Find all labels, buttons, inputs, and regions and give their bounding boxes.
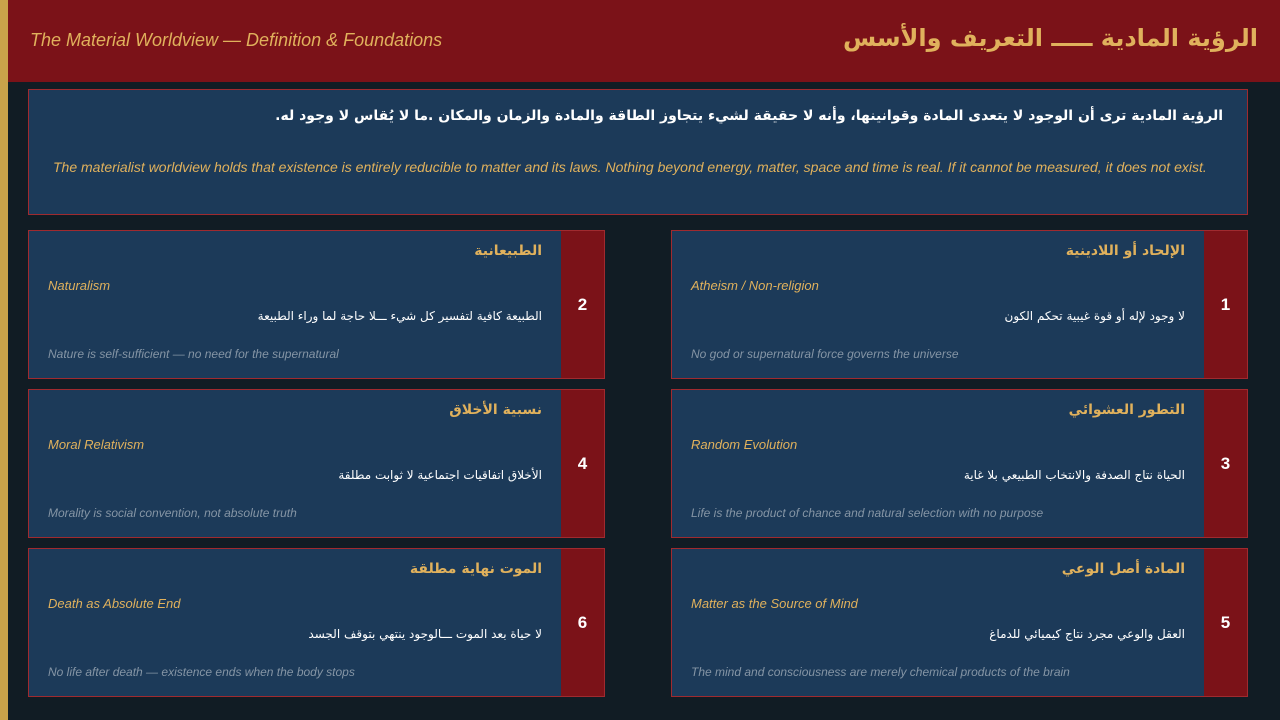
card-title-arabic: المادة أصل الوعي xyxy=(1061,561,1185,577)
card-desc-arabic: لا وجود لإله أو قوة غيبية تحكم الكون xyxy=(1004,309,1185,323)
pillar-card-2 xyxy=(28,230,605,379)
header-bar xyxy=(8,0,1280,82)
card-desc-english: No god or supernatural force governs the universe xyxy=(691,347,959,361)
card-title-english: Naturalism xyxy=(48,278,111,293)
card-number: 6 xyxy=(561,549,604,696)
card-title-english: Atheism / Non-religion xyxy=(691,278,819,293)
card-desc-english: Life is the product of chance and natural selection with no purpose xyxy=(691,506,1044,520)
title-english: The Material Worldview — Definition & Foundations xyxy=(30,30,443,50)
card-title-arabic: الطبيعانية xyxy=(474,243,542,259)
card-title-english: Matter as the Source of Mind xyxy=(691,596,858,611)
card-number: 1 xyxy=(1204,231,1247,378)
pillar-card-3 xyxy=(671,389,1248,538)
card-desc-english: Nature is self-sufficient — no need for the supernatural xyxy=(48,347,339,361)
card-desc-arabic: لا حياة بعد الموت ـــالوجود ينتهي بتوقف الجسد xyxy=(308,627,542,641)
pillar-card-5 xyxy=(671,548,1248,697)
pillar-card-1 xyxy=(671,230,1248,379)
card-desc-arabic: الأخلاق اتفاقيات اجتماعية لا ثوابت مطلقة xyxy=(338,468,542,482)
card-title-arabic: التطور العشوائي xyxy=(1068,402,1185,418)
pillar-card-4 xyxy=(28,389,605,538)
card-title-arabic: الموت نهاية مطلقة xyxy=(409,561,542,577)
card-number: 5 xyxy=(1204,549,1247,696)
card-desc-english: No life after death — existence ends when the body stops xyxy=(48,665,355,679)
card-title-english: Random Evolution xyxy=(691,437,798,452)
card-desc-arabic: الحياة نتاج الصدفة والانتخاب الطبيعي بلا غاية xyxy=(963,468,1185,482)
intro-box xyxy=(28,89,1248,215)
card-number: 2 xyxy=(561,231,604,378)
card-title-english: Moral Relativism xyxy=(48,437,145,452)
card-desc-arabic: العقل والوعي مجرد نتاج كيميائي للدماغ xyxy=(989,627,1185,641)
card-desc-english: Morality is social convention, not absolute truth xyxy=(48,506,297,520)
left-accent-stripe xyxy=(0,0,8,720)
card-desc-english: The mind and consciousness are merely chemical products of the brain xyxy=(691,665,1070,679)
card-desc-arabic: الطبيعة كافية لتفسير كل شيء ـــلا حاجة لما وراء الطبيعة xyxy=(257,309,542,323)
card-title-arabic: نسبية الأخلاق xyxy=(449,402,542,418)
card-number: 3 xyxy=(1204,390,1247,537)
card-title-english: Death as Absolute End xyxy=(48,596,181,611)
pillar-card-6 xyxy=(28,548,605,697)
intro-text-arabic: الرؤية المادية ترى أن الوجود لا يتعدى المادة وقوانينها، وأنه لا حقيقة لشيء يتجاوز الطاقة والمادة والزمان والمكان .ما لا يُقاس لا وجود له. xyxy=(275,108,1223,124)
intro-text-english: The materialist worldview holds that existence is entirely reducible to matter and its laws. Nothing beyond energy, matter, space and time is real. If it cannot be measured, it does not exist. xyxy=(53,159,1207,175)
card-title-arabic: الإلحاد أو اللادينية xyxy=(1065,243,1185,259)
card-number: 4 xyxy=(561,390,604,537)
title-arabic: الرؤية المادية ـــــ التعريف والأسس xyxy=(843,24,1258,52)
